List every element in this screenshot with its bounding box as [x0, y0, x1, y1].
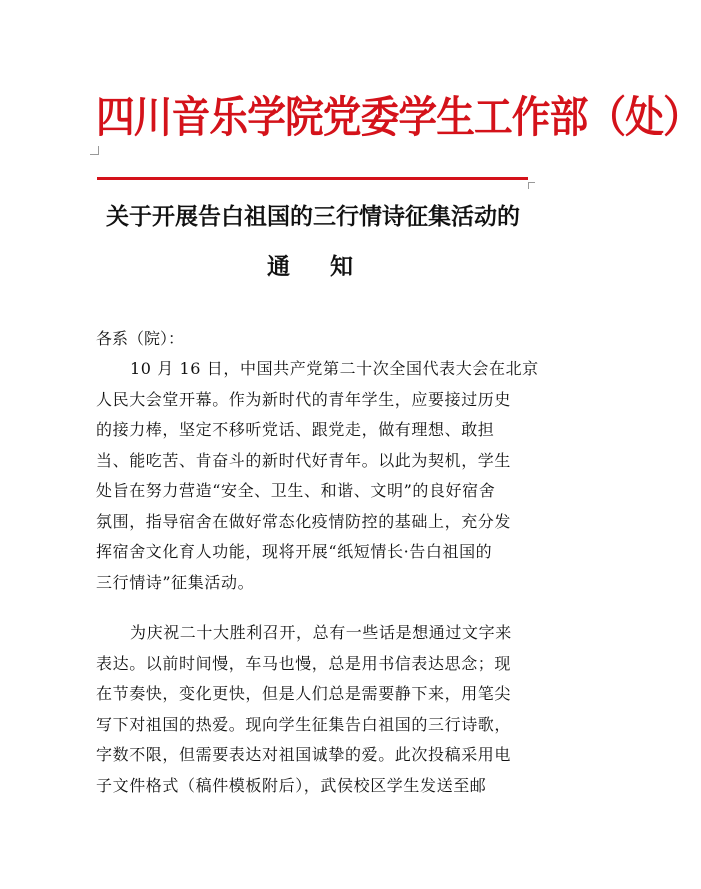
body-paragraph-2: [96, 618, 512, 801]
document-title-line-1: 关于开展告白祖国的三行情诗征集活动的: [106, 203, 520, 230]
paragraph-line: 写下对祖国的热爱。现向学生征集告白祖国的三行诗歌，: [96, 714, 512, 734]
paragraph-line: 人民大会堂开幕。作为新时代的青年学生，应要接过历史: [96, 389, 512, 409]
letterhead-org-name: 四川音乐学院党委学生工作部（处）: [96, 93, 701, 143]
paragraph-line: 三行情诗”征集活动。: [96, 572, 255, 592]
paragraph-line: 当、能吃苦、肯奋斗的新时代好青年。以此为契机，学生: [96, 450, 512, 470]
paragraph-line: 为庆祝二十大胜利召开，总有一些话是想通过文字来: [130, 623, 512, 642]
salutation: 各系（院）：: [96, 329, 185, 348]
paragraph-line: 在节奏快，变化更快，但是人们总是需要静下来，用笔尖: [96, 684, 512, 703]
title-word-zhi: 知: [330, 253, 359, 280]
body-paragraph-1: [96, 354, 539, 598]
paragraph-line: 字数不限，但需要表达对祖国诚挚的爱。此次投稿采用电: [96, 745, 512, 764]
paragraph-line: 表达。以前时间慢，车马也慢，总是用书信表达思念；现: [96, 653, 512, 673]
crop-mark-bottom-right: [528, 182, 535, 189]
title-word-tong: 通: [267, 253, 296, 280]
paragraph-line: 10 月 16 日，中国共产党第二十次全国代表大会在北京: [130, 359, 539, 378]
paragraph-line: 处旨在努力营造“安全、卫生、和谐、文明”的良好宿舍: [96, 481, 496, 500]
paragraph-line: 挥宿舍文化育人功能，现将开展“纸短情长·告白祖国的: [96, 542, 493, 561]
paragraph-line: 氛围，指导宿舍在做好常态化疫情防控的基础上，充分发: [96, 511, 512, 531]
paragraph-line: 子文件格式（稿件模板附后），武侯校区学生发送至邮: [96, 775, 487, 795]
paragraph-line: 的接力棒，坚定不移听党话、跟党走，做有理想、敢担: [96, 420, 495, 439]
letterhead-red-rule: [97, 177, 528, 180]
document-title-line-2: [60, 250, 566, 284]
